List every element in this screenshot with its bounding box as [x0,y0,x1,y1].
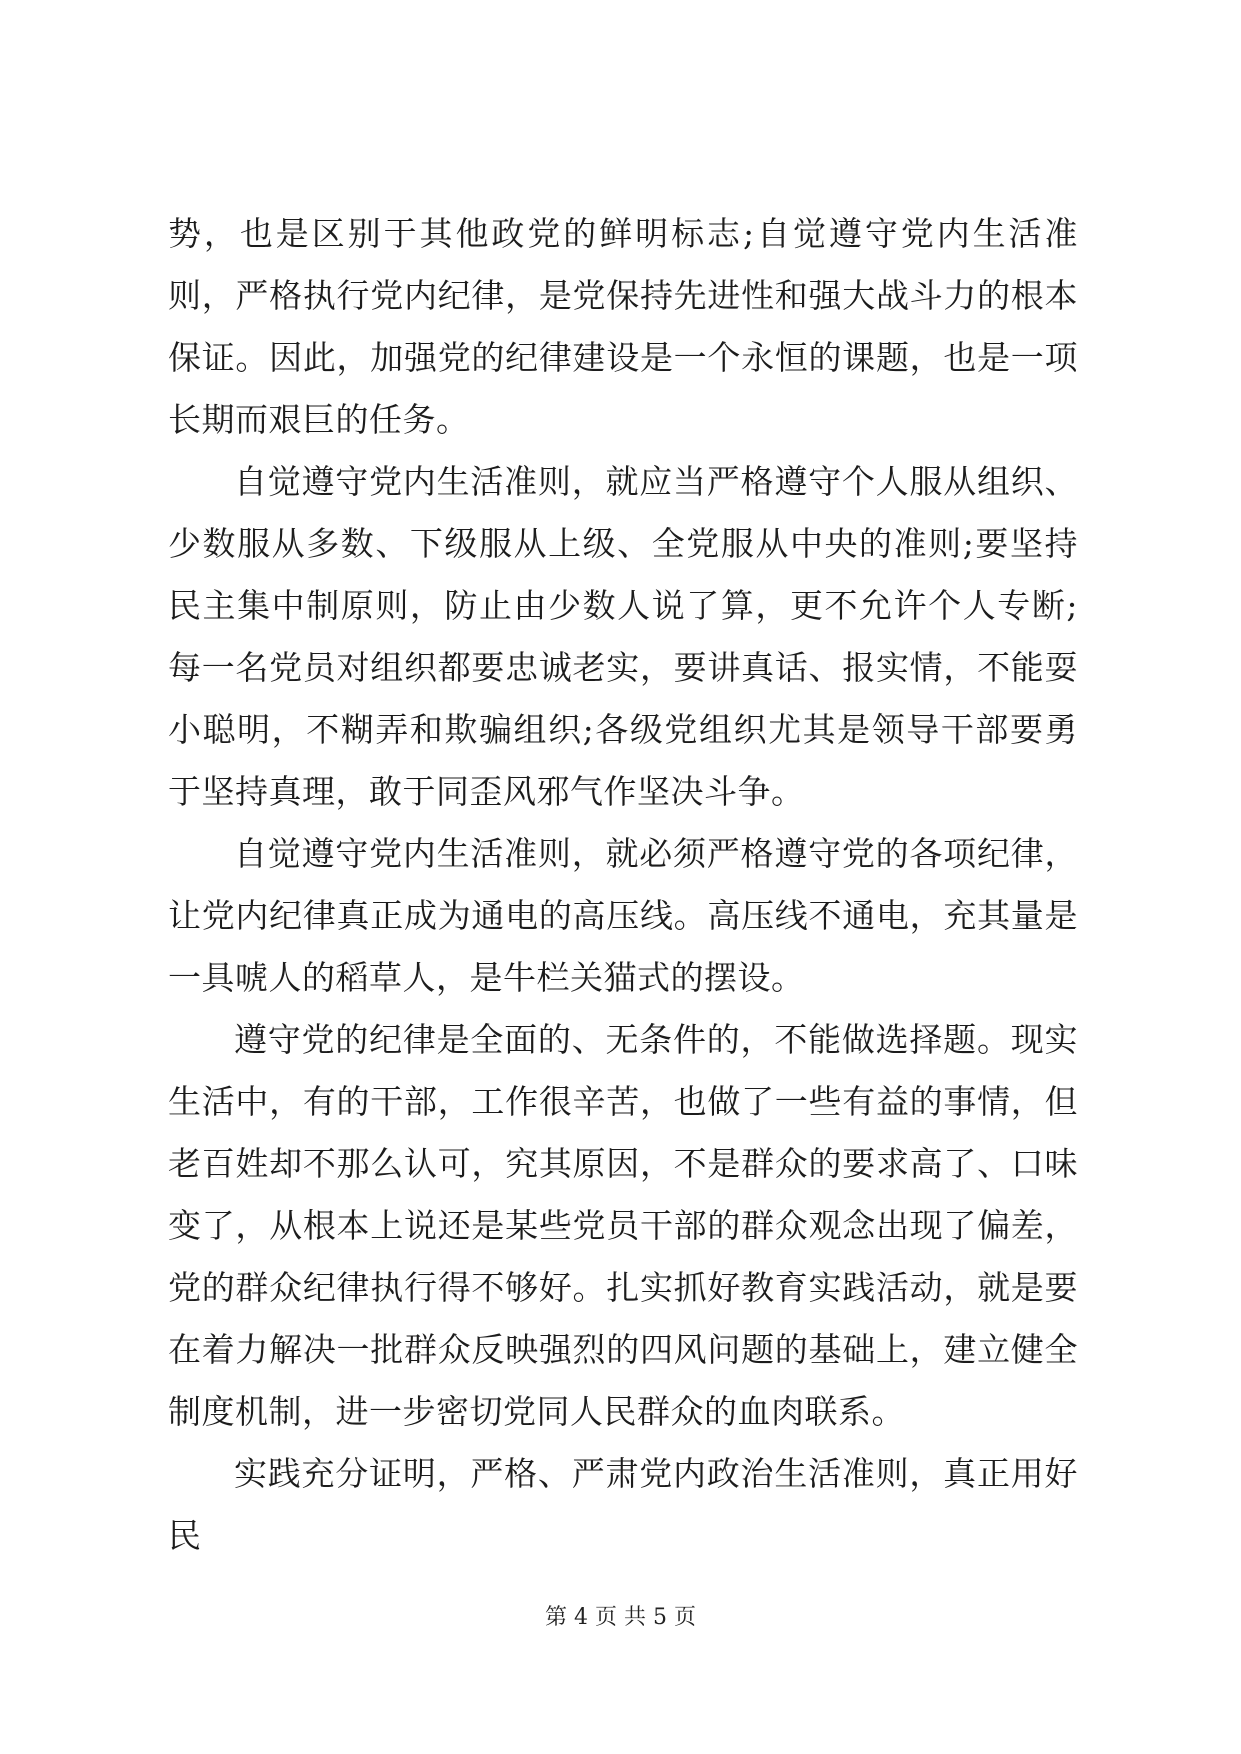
paragraph: 遵守党的纪律是全面的、无条件的，不能做选择题。现实生活中，有的干部，工作很辛苦，也做了一些有益的事情，但老百姓却不那么认可，究其原因，不是群众的要求高了、口味变了，从根本上说还是某些党员干部的群众观念出现了偏差，党的群众纪律执行得不够好。扎实抓好教育实践活动，就是要在着力解决一批群众反映强烈的四风问题的基础上，建立健全制度机制，进一步密切党同人民群众的血肉联系。 [168,1020,1078,1431]
paragraph: 自觉遵守党内生活准则，就必须严格遵守党的各项纪律，让党内纪律真正成为通电的高压线。高压线不通电，充其量是一具唬人的稻草人，是牛栏关猫式的摆设。 [168,834,1078,997]
paragraph: 实践充分证明，严格、严肃党内政治生活准则，真正用好民 [168,1454,1078,1555]
page-number-footer: 第 4 页 共 5 页 [545,1605,696,1630]
document-body [168,203,1078,1567]
paragraph: 自觉遵守党内生活准则，就应当严格遵守个人服从组织、少数服从多数、下级服从上级、全党服从中央的准则;要坚持民主集中制原则，防止由少数人说了算，更不允许个人专断;每一名党员对组织都要忠诚老实，要讲真话、报实情，不能耍小聪明，不糊弄和欺骗组织;各级党组织尤其是领导干部要勇于坚持真理，敢于同歪风邪气作坚决斗争。 [168,462,1078,811]
paragraph-continuation: 势，也是区别于其他政党的鲜明标志;自觉遵守党内生活准则，严格执行党内纪律，是党保持先进性和强大战斗力的根本保证。因此，加强党的纪律建设是一个永恒的课题，也是一项长期而艰巨的任务。 [168,214,1078,439]
